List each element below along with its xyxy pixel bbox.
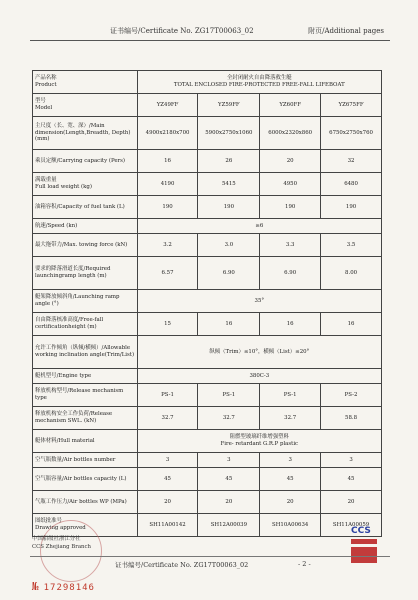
inclination-label: 允许工作倾角（纵倾/横倾）/Allowable working inclination angle(Trim/List) [33, 336, 138, 369]
air-bottles-label: 空气瓶数量/Air bottles number [33, 453, 138, 468]
drawing-label: 图纸批准号 Drawing approved [33, 514, 138, 537]
row-value: 3 [260, 453, 321, 468]
row-value: 8.00 [321, 257, 382, 290]
page-header [0, 0, 418, 40]
row-value: 3.0 [198, 234, 260, 257]
row-value: 190 [137, 196, 198, 219]
hull-value: 阻燃型玻璃纤维增强塑料 Fire- retardant G.R.P plastic [137, 430, 381, 453]
model-cell: YZ49FF [137, 94, 198, 117]
row-value: 5900x2750x1060 [198, 117, 260, 150]
table-row [33, 71, 382, 94]
table-row [33, 196, 382, 219]
swl-label: 释放机构安全工作负荷/Release mechanism SWL. (kN) [33, 407, 138, 430]
row-label: 油箱容积/Capacity of fuel tank (L) [33, 196, 138, 219]
row-label: 主尺度（长、宽、深）/Main dimension(Length,Breadth, Depth) (mm) [33, 117, 138, 150]
page-number: - 2 - [298, 560, 311, 568]
speed-label: 航速/Speed (kn) [33, 219, 138, 234]
row-value: 32.7 [260, 407, 321, 430]
row-label: 要求的降落滑道长度/Required launchingramp length (m) [33, 257, 138, 290]
table-row [33, 117, 382, 150]
table-row [33, 290, 382, 313]
row-value: SH11A00059 [321, 514, 382, 537]
row-value: 190 [260, 196, 321, 219]
row-value: 3.2 [137, 234, 198, 257]
row-value: 45 [198, 468, 260, 491]
row-value: 45 [137, 468, 198, 491]
model-label: 型号 Model [33, 94, 138, 117]
row-value: 6.90 [260, 257, 321, 290]
row-label: 乘员定额/Carrying capacity (Pers) [33, 150, 138, 173]
row-value: 6480 [321, 173, 382, 196]
row-value: PS-1 [137, 384, 198, 407]
table-row [33, 407, 382, 430]
row-value: 6750x2750x760 [321, 117, 382, 150]
row-value: 20 [260, 150, 321, 173]
air-wp-label: 气瓶工作压力/Air bottles WP (MPa) [33, 491, 138, 514]
table-row [33, 257, 382, 290]
table-row [33, 94, 382, 117]
engine-value: 380C-3 [137, 369, 381, 384]
table-row [33, 336, 382, 369]
row-value: PS-1 [198, 384, 260, 407]
table-row [33, 173, 382, 196]
row-value: PS-1 [260, 384, 321, 407]
row-value: 45 [321, 468, 382, 491]
row-value: 16 [137, 150, 198, 173]
row-value: 3 [198, 453, 260, 468]
table-row [33, 453, 382, 468]
row-value: 16 [321, 313, 382, 336]
table-row [33, 234, 382, 257]
row-value: 3.3 [260, 234, 321, 257]
specification-table [32, 70, 382, 537]
row-value: 6.90 [198, 257, 260, 290]
row-value: 26 [198, 150, 260, 173]
air-capacity-label: 空气瓶容量/Air bottles capacity (L) [33, 468, 138, 491]
row-value: 6000x2320x860 [260, 117, 321, 150]
ramp-angle-label: 艇架降放倾斜角/Launching ramp angle (°) [33, 290, 138, 313]
row-value: 3 [321, 453, 382, 468]
row-value: 58.8 [321, 407, 382, 430]
footer-divider [30, 556, 390, 557]
row-value: 190 [321, 196, 382, 219]
row-value: 4190 [137, 173, 198, 196]
model-cell: YZ60FF [260, 94, 321, 117]
table-row [33, 369, 382, 384]
row-value: 32.7 [198, 407, 260, 430]
stamp-text [32, 536, 91, 552]
product-value: 全封闭耐火自由降落救生艇 TOTAL ENCLOSED FIRE-PROTECTED FREE-FALL LIFEBOAT [137, 71, 381, 94]
row-value: 5415 [198, 173, 260, 196]
table-row [33, 468, 382, 491]
row-value: 20 [137, 491, 198, 514]
header-certificate-number: 证书编号/Certificate No. ZG17T00063_02 [110, 27, 254, 35]
hull-label: 艇体材料/Hull material [33, 430, 138, 453]
row-value: 16 [198, 313, 260, 336]
row-value: 3 [137, 453, 198, 468]
model-cell: YZ675FF [321, 94, 382, 117]
row-value: 32.7 [137, 407, 198, 430]
table-row [33, 384, 382, 407]
row-value: 15 [137, 313, 198, 336]
serial-prefix: № [32, 580, 40, 593]
ramp-angle-value: 35° [137, 290, 381, 313]
row-value: SH12A00039 [198, 514, 260, 537]
table-row [33, 430, 382, 453]
inclination-value: 纵倾（Trim）≤10°，横倾（List）≤20° [137, 336, 381, 369]
speed-value: ≥6 [137, 219, 381, 234]
row-value: 20 [321, 491, 382, 514]
table-row [33, 491, 382, 514]
table-row [33, 219, 382, 234]
row-label: 满载重量 Full load weight (kg) [33, 173, 138, 196]
row-value: 45 [260, 468, 321, 491]
header-divider [30, 40, 390, 41]
serial-value: 17298146 [43, 583, 95, 593]
row-value: 190 [198, 196, 260, 219]
release-label: 释放机构型号/Release mechanism type [33, 384, 138, 407]
row-value: PS-2 [321, 384, 382, 407]
row-value: SH11A00142 [137, 514, 198, 537]
row-value: 3.5 [321, 234, 382, 257]
free-fall-label: 自由降落核准高度/Free-fall certificationheight (m) [33, 313, 138, 336]
serial-number [32, 580, 95, 593]
header-additional-pages: 附页/Additional pages [308, 27, 384, 35]
stamp-line-en: CCS Zhejiang Branch [32, 543, 92, 550]
row-value: 16 [260, 313, 321, 336]
row-value: 20 [198, 491, 260, 514]
product-label: 产品名称 Product [33, 71, 138, 94]
table-row [33, 313, 382, 336]
table-row [33, 150, 382, 173]
model-cell: YZ59FF [198, 94, 260, 117]
engine-label: 艇机型号/Engine type [33, 369, 138, 384]
row-label: 最大拖带力/Max. towing force (kN) [33, 234, 138, 257]
stamp-line-cn: 中国船级社浙江分社 [32, 536, 81, 542]
row-value: 32 [321, 150, 382, 173]
row-value: 20 [260, 491, 321, 514]
row-value: 4900x2180x700 [137, 117, 198, 150]
row-value: SH10A00634 [260, 514, 321, 537]
row-value: 4950 [260, 173, 321, 196]
footer-certificate-number: 证书编号/Certificate No. ZG17T00063_02 [115, 561, 249, 569]
row-value: 6.57 [137, 257, 198, 290]
